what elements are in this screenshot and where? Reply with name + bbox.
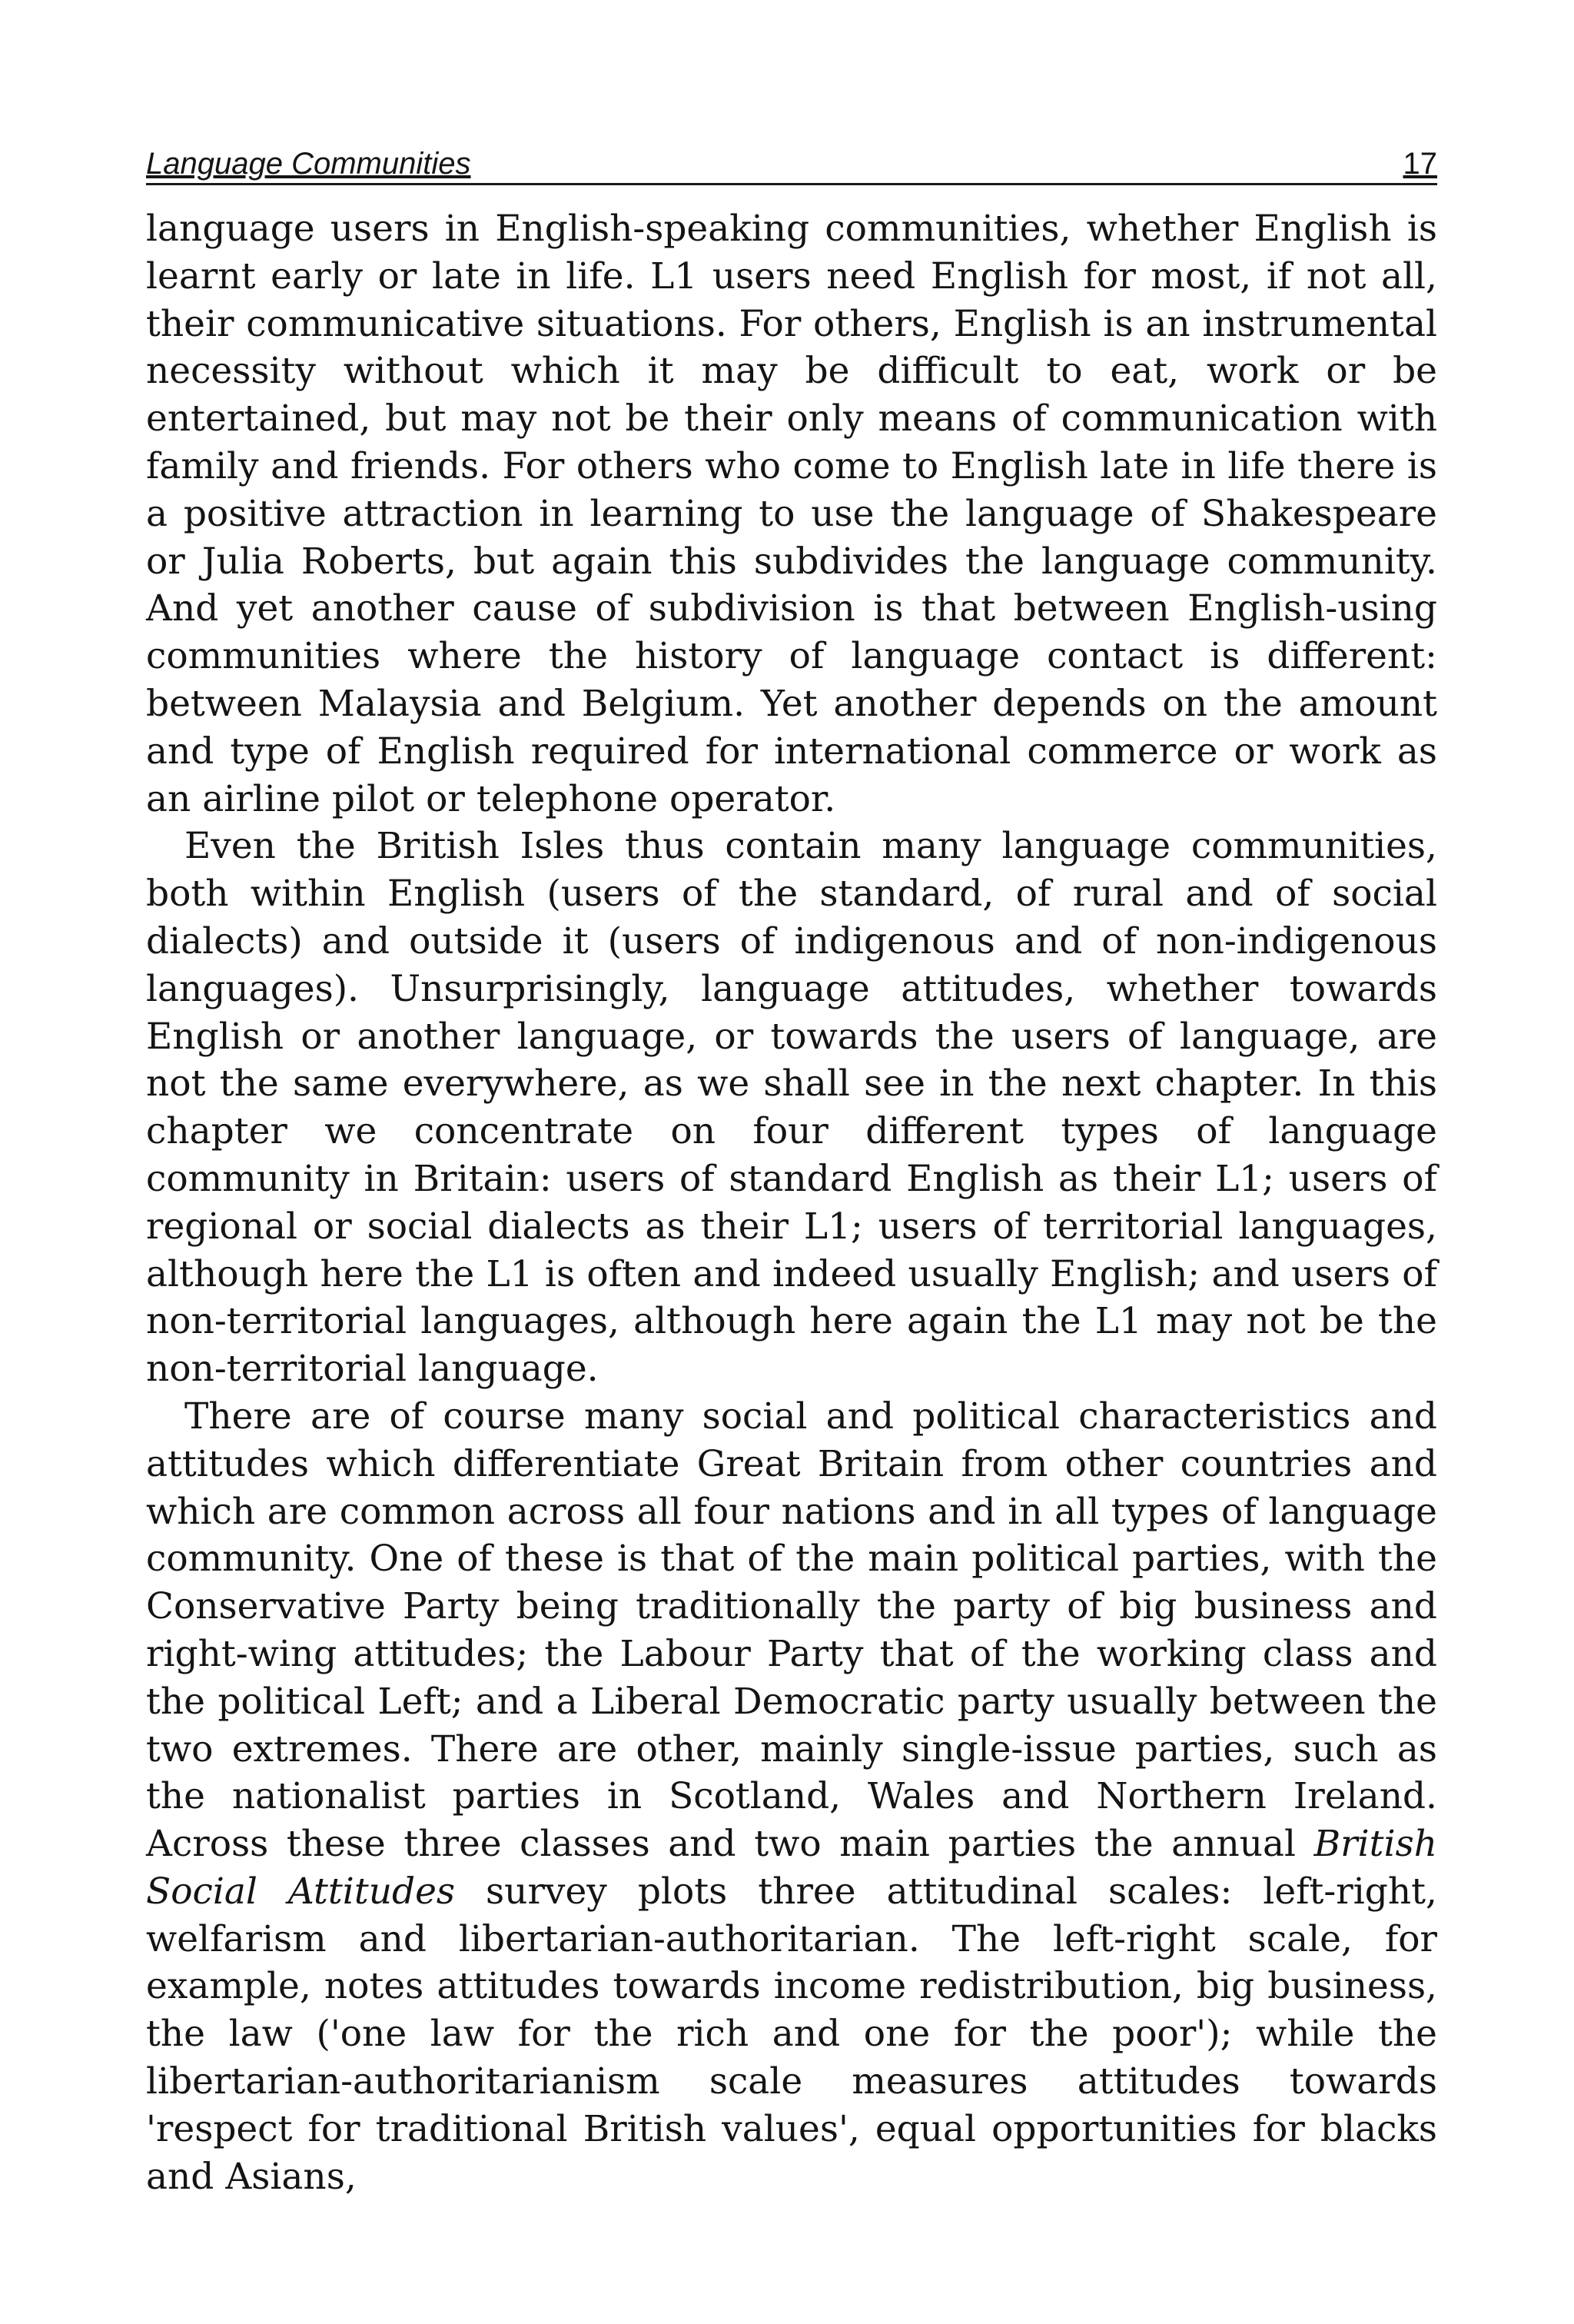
- paragraph-1: language users in English-speaking communities, whether English is learnt early or late in life. L1 users need English for most, if not all, their communicative situations. For others, English is an instrumental necessity without which it may be difficult to eat, work or be entertained, but may not be their only means of communication with family and friends. For others who come to English late in life there is a positive attraction in learning to use the language of Shakespeare or Julia Roberts, but again this subdivides the language community. And yet another cause of subdivision is that between English-using communities where the history of language contact is different: between Malaysia and Belgium. Yet another depends on the amount and type of English required for international commerce or work as an airline pilot or telephone operator.: [146, 208, 1437, 820]
- paragraph-3: [146, 1393, 1437, 2201]
- running-header: [146, 146, 1437, 185]
- body-text: [146, 205, 1437, 2200]
- paragraph-3-text-before: There are of course many social and political characteristics and attitudes which differentiate Great Britain from other countries and which are common across all four nations and in all types of language community. One of these is that of the main political parties, with the Conservative Party being traditionally the party of big business and right-wing attitudes; the Labour Party that of the working class and the political Left; and a Liberal Democratic party usually between the two extremes. There are other, mainly single-issue parties, such as the nationalist parties in Scotland, Wales and Northern Ireland. Across these three classes and two main parties the annual: [146, 1395, 1437, 1866]
- paragraph-2: Even the British Isles thus contain many language communities, both within English (users of the standard, of rural and of social dialects) and outside it (users of indigenous and of non-indigenous languages). Unsurprisingly, language attitudes, whether towards English or another language, or towards the users of language, are not the same everywhere, as we shall see in the next chapter. In this chapter we concentrate on four different types of language community in Britain: users of standard English as their L1; users of regional or social dialects as their L1; users of territorial languages, although here the L1 is often and indeed usually English; and users of non-territorial languages, although here again the L1 may not be the non-territorial language.: [146, 825, 1437, 1391]
- page-number: 17: [1403, 147, 1437, 181]
- running-title: Language Communities: [146, 147, 471, 181]
- paragraph-3-text-after: survey plots three attitudinal scales: left-right, welfarism and libertarian-authoritarian. The left-right scale, for example, notes attitudes towards income redistribution, big business, the law ('one law for the rich and one for the poor'); while the libertarian-authoritarianism scale measures attitudes towards 'respect for traditional British values', equal opportunities for blacks and Asians,: [146, 1870, 1437, 2198]
- survey-title-italic: British Social Attitudes: [146, 1823, 1437, 1913]
- book-page: [146, 146, 1437, 2200]
